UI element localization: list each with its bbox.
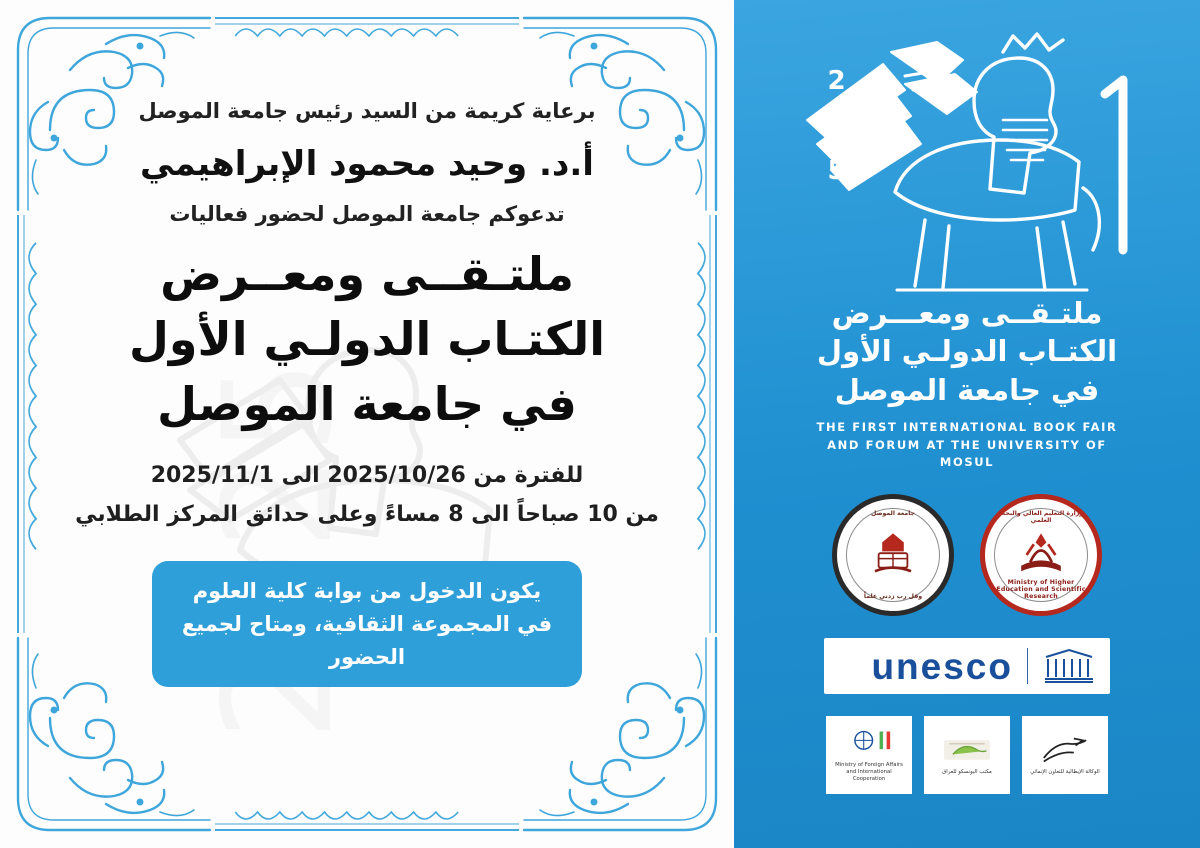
seal-bottom-text: وقل رب زدني علماً (863, 593, 923, 601)
unesco-iraq-office-logo (924, 716, 1010, 794)
event-time-location-line: من 10 صباحاً الى 8 مساءً وعلى حدائق المركز الطلابي (75, 502, 659, 528)
patron-line: برعاية كريمة من السيد رئيس جامعة الموصل (138, 99, 596, 123)
event-title-line-3: في جامعة الموصل (157, 377, 577, 432)
italy-foreign-affairs-ministry-logo (826, 716, 912, 794)
partner-logo-caption: Ministry of Foreign Affairs and International Cooperation (835, 762, 903, 782)
event-title (56, 242, 678, 438)
invitation-line: تدعوكم جامعة الموصل لحضور فعاليات (169, 201, 565, 226)
event-title-line-1: ملتـقــى ومعــرض (160, 246, 574, 301)
event-date-line: للفترة من 2025/10/26 الى 2025/11/1 (150, 463, 584, 489)
entry-note-box: يكون الدخول من بوابة كلية العلوم في المجموعة الثقافية، ومتاح لجميع الحضور (152, 561, 582, 687)
emblem-english-title-line-1: THE FIRST INTERNATIONAL BOOK FAIR (816, 419, 1118, 434)
unesco-temple-icon (1042, 647, 1096, 685)
emblem-english-title (802, 419, 1132, 472)
unesco-wordmark: unesco (871, 645, 1013, 687)
institution-seals-row (832, 494, 1102, 616)
patron-name: أ.د. وحيد محمود الإبراهيمي (140, 143, 594, 184)
partner-logo-caption: مكتب اليونسكو للعراق (942, 768, 992, 775)
emblem-arabic-title (802, 294, 1132, 409)
partner-logo-caption: الوكالة الإيطالية للتعاون الإنمائي (1030, 768, 1100, 775)
event-title-line-2: الكتـاب الدولـي الأول (128, 311, 606, 366)
ornament-edge-bottom (215, 808, 519, 834)
partner-logos-row (826, 716, 1108, 794)
lamassu-winged-bull-book-emblem (787, 24, 1147, 292)
left-branding-panel (734, 0, 1200, 848)
seal-ring (846, 508, 940, 602)
emblem-arabic-title-line-3: في جامعة الموصل (834, 372, 1100, 407)
ministry-of-higher-education-seal (980, 494, 1102, 616)
seal-top-text: وزارة التعليم العالي والبحث العلمي (998, 510, 1084, 525)
emblem-english-title-line-2: AND FORUM AT THE UNIVERSITY OF MOSUL (827, 437, 1107, 470)
seal-bottom-text: Ministry of Higher Education and Scientific Research (996, 578, 1086, 601)
university-of-mosul-seal (832, 494, 954, 616)
seal-top-text: جامعة الموصل (871, 510, 915, 518)
emblem-arabic-title-line-2: الكتـاب الدولـي الأول (816, 334, 1118, 369)
emblem-arabic-title-line-1: ملتـقــى ومعـــرض (831, 296, 1103, 330)
unesco-divider (1027, 648, 1028, 684)
emblem-year-badge: 2025 (821, 66, 852, 186)
italian-agency-cooperation-logo (1022, 716, 1108, 794)
unesco-logo (824, 638, 1110, 694)
